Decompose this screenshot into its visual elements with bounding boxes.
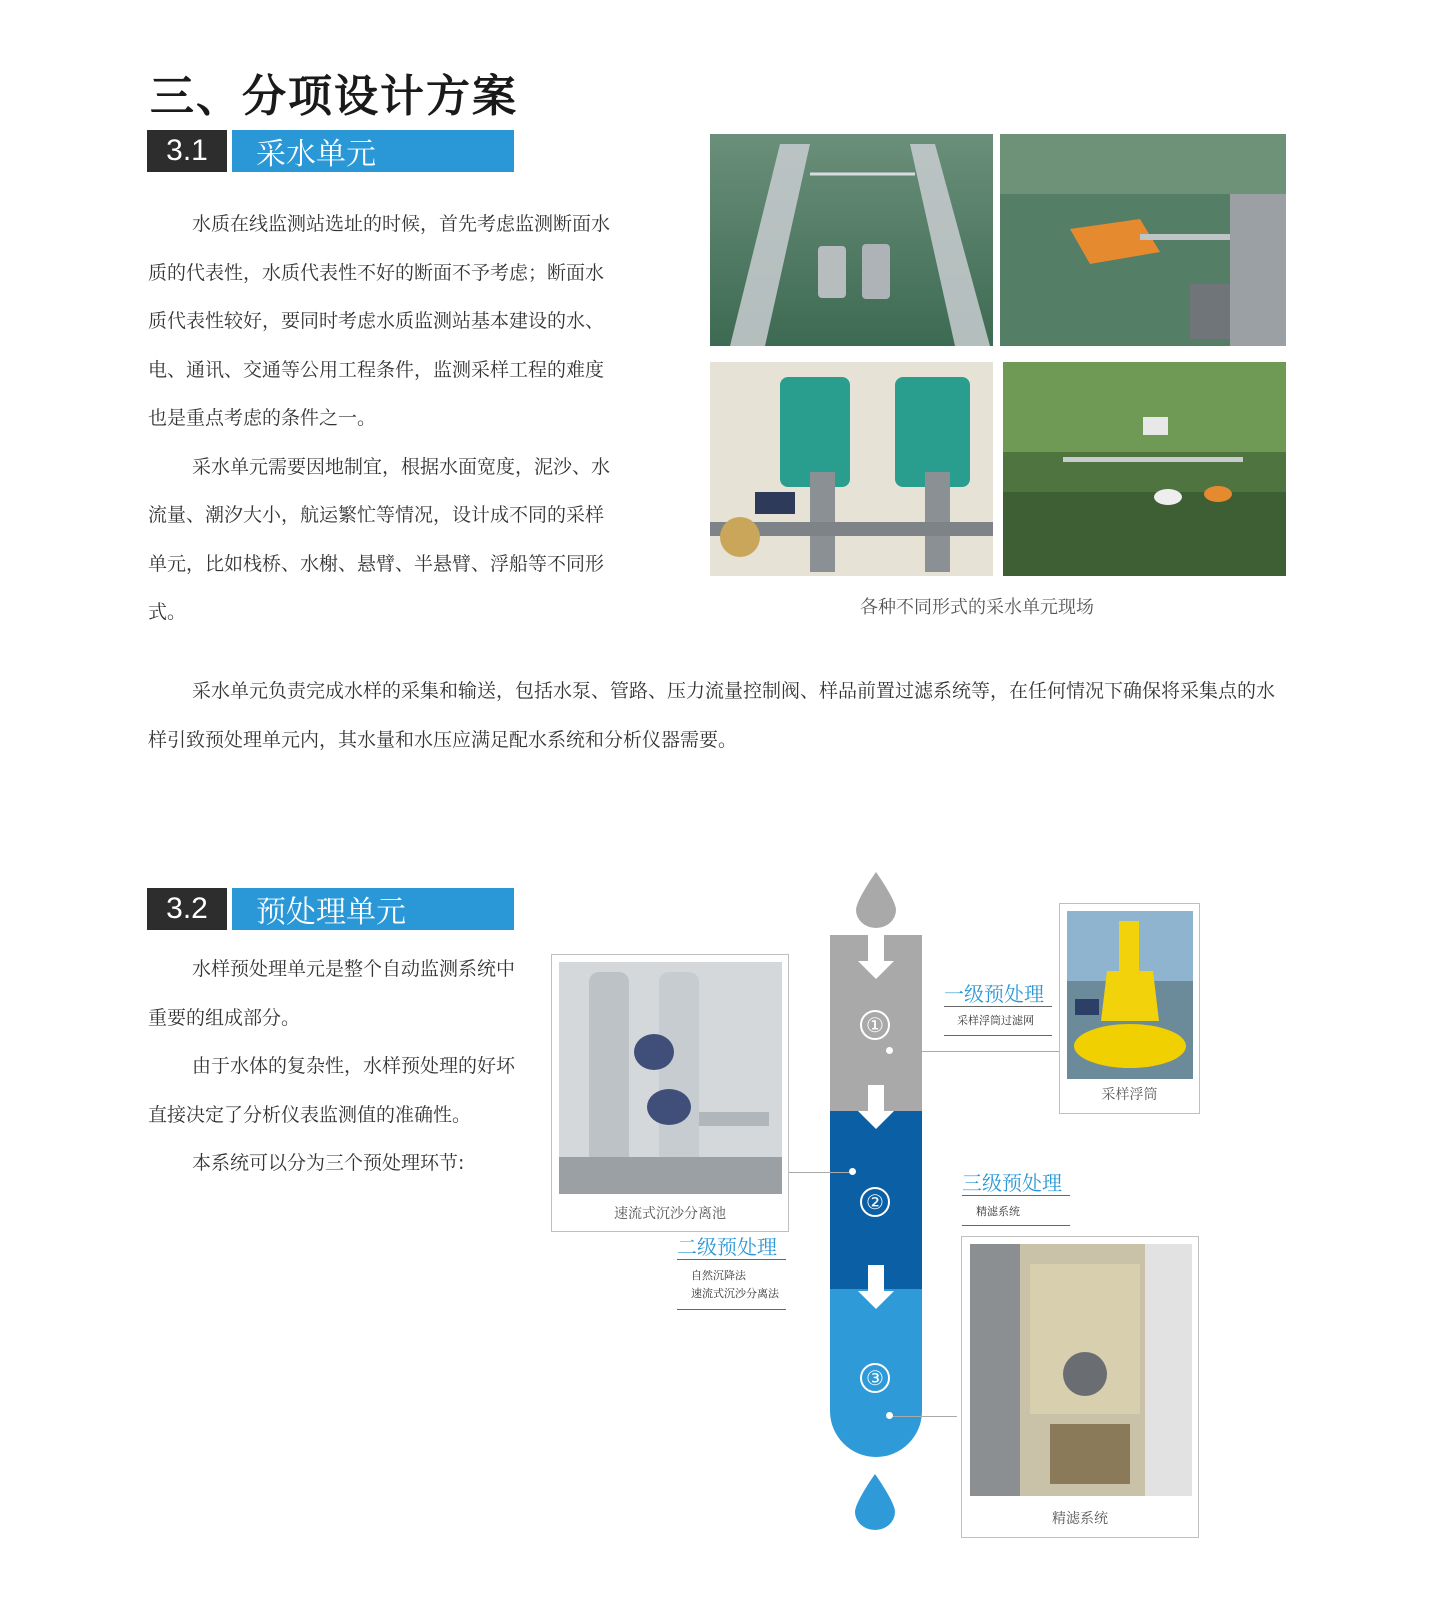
section-title: 采水单元 bbox=[232, 130, 514, 172]
section-number: 3.1 bbox=[147, 130, 227, 172]
separator-photo bbox=[559, 962, 782, 1194]
filter-photo-frame bbox=[961, 1236, 1199, 1538]
photo-caption: 采样浮筒 bbox=[1101, 1087, 1158, 1103]
paragraph: 本系统可以分为三个预处理环节: bbox=[192, 1152, 465, 1174]
water-drop-icon bbox=[854, 872, 898, 928]
photo-trestle bbox=[710, 134, 993, 346]
stage2-method: 速流式沉沙分离法 bbox=[691, 1287, 779, 1300]
section-number: 3.2 bbox=[147, 888, 227, 930]
paragraph: 由于水体的复杂性，水样预处理的好坏直接决定了分析仪表监测值的准确性。 bbox=[148, 1055, 516, 1126]
step-number: ③ bbox=[860, 1363, 890, 1393]
divider bbox=[944, 1035, 1052, 1036]
divider bbox=[677, 1259, 786, 1260]
stage2-title: 二级预处理 bbox=[677, 1235, 777, 1259]
stage2-method: 自然沉降法 bbox=[691, 1269, 746, 1282]
filter-photo bbox=[970, 1244, 1192, 1496]
stage1-title: 一级预处理 bbox=[944, 982, 1044, 1006]
divider bbox=[944, 1006, 1052, 1007]
divider bbox=[962, 1225, 1070, 1226]
stage3-subtitle: 精滤系统 bbox=[976, 1205, 1020, 1218]
buoy-photo-frame bbox=[1059, 903, 1200, 1114]
buoy-photo bbox=[1067, 911, 1193, 1079]
step-number: ② bbox=[860, 1187, 890, 1217]
connector-line bbox=[893, 1051, 1059, 1052]
water-drop-icon bbox=[853, 1474, 897, 1530]
photo-caption: 精滤系统 bbox=[1052, 1511, 1108, 1527]
stage1-subtitle: 采样浮筒过滤网 bbox=[957, 1014, 1034, 1027]
connector-dot bbox=[849, 1168, 856, 1175]
separator-photo-frame bbox=[551, 954, 789, 1232]
paragraph: 采水单元需要因地制宜，根据水面宽度，泥沙、水流量、潮汐大小，航运繁忙等情况，设计成不同的采样单元，比如栈桥、水榭、悬臂、半悬臂、浮船等不同形式。 bbox=[148, 455, 611, 623]
section1-text bbox=[148, 200, 613, 637]
connector-dot bbox=[886, 1412, 893, 1419]
photo-pumps bbox=[710, 362, 993, 576]
section1-full-text bbox=[148, 667, 1293, 764]
connector-dot bbox=[886, 1047, 893, 1054]
step-number: ① bbox=[860, 1010, 890, 1040]
connector-line bbox=[787, 1172, 849, 1173]
section2-text bbox=[148, 945, 520, 1188]
photo-caption: 速流式沉沙分离池 bbox=[614, 1206, 726, 1222]
section-title: 预处理单元 bbox=[232, 888, 514, 930]
divider bbox=[677, 1309, 786, 1310]
connector-line bbox=[893, 1416, 957, 1417]
divider bbox=[962, 1195, 1070, 1196]
page-title: 三、分项设计方案 bbox=[150, 71, 518, 122]
paragraph: 水样预处理单元是整个自动监测系统中重要的组成部分。 bbox=[148, 958, 516, 1029]
photo-float-boat bbox=[1000, 134, 1286, 346]
stage3-title: 三级预处理 bbox=[962, 1171, 1062, 1195]
photo-bridge bbox=[1003, 362, 1286, 576]
paragraph: 采水单元负责完成水样的采集和输送，包括水泵、管路、压力流量控制阀、样品前置过滤系统等，在任何情况下确保将采集点的水样引致预处理单元内，其水量和水压应满足配水系统和分析仪器需要。 bbox=[148, 680, 1276, 751]
paragraph: 水质在线监测站选址的时候，首先考虑监测断面水质的代表性，水质代表性不好的断面不予考虑；断面水质代表性较好，要同时考虑水质监测站基本建设的水、电、通讯、交通等公用工程条件，监测采样工程的难度也是重点考虑的条件之一。 bbox=[148, 213, 611, 429]
photo-caption: 各种不同形式的采水单元现场 bbox=[860, 597, 1094, 618]
